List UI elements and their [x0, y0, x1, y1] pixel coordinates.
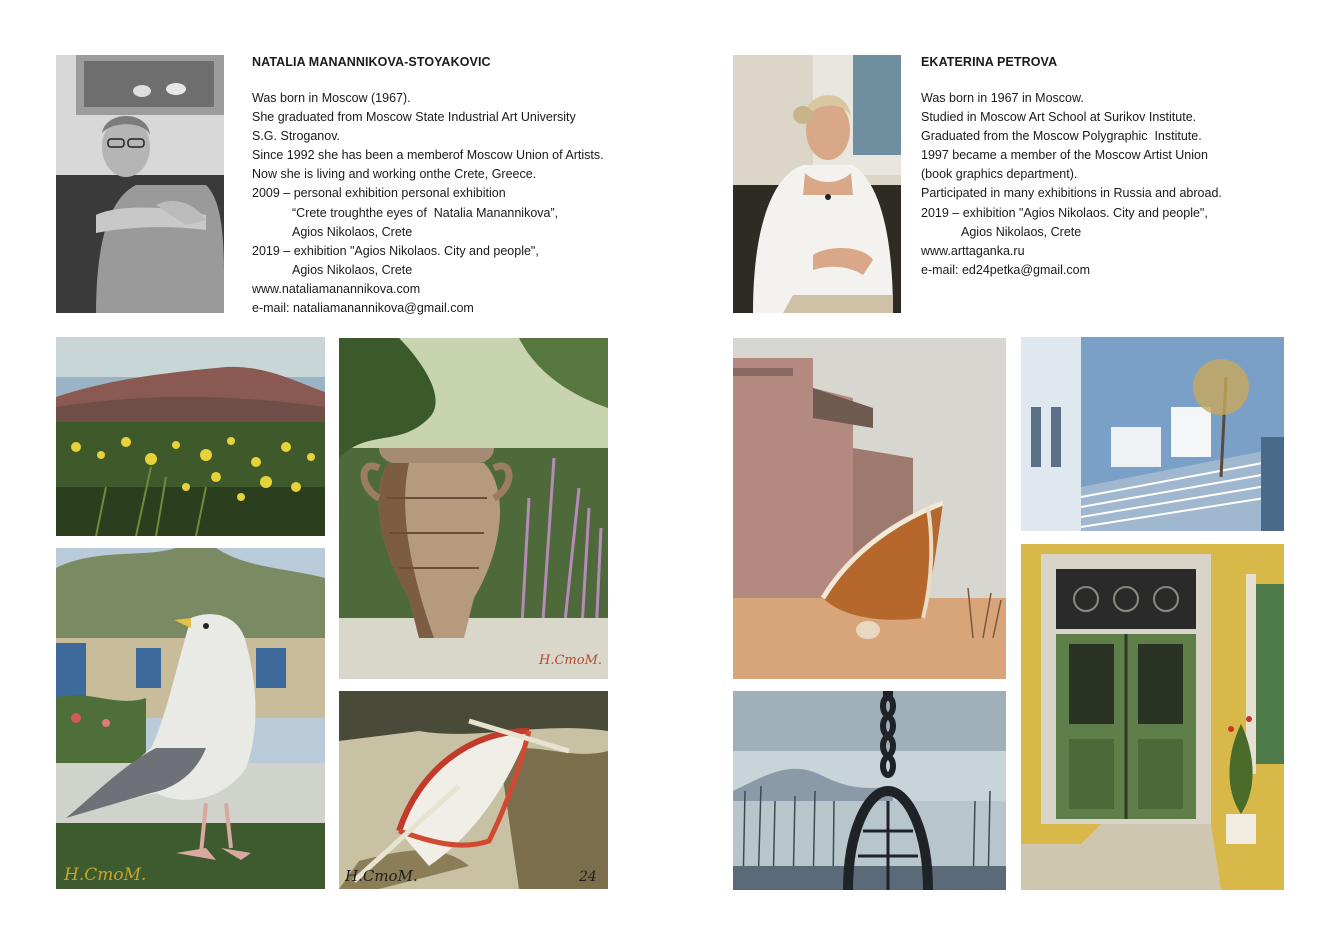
painting-white-steps	[1021, 337, 1284, 531]
bio-line: (book graphics department).	[921, 167, 1078, 182]
bio-line: Agios Nikolaos, Crete	[961, 224, 1082, 239]
bio-line: 1997 became a member of the Moscow Artist Union	[921, 148, 1208, 163]
painting-amphora	[339, 338, 608, 679]
painting-boat	[339, 691, 608, 889]
bio-line: She graduated from Moscow State Industrial Art University	[252, 110, 576, 125]
artist-photo-ekaterina	[733, 55, 901, 313]
bio-line: Since 1992 she has been a memberof Moscow Union of Artists.	[252, 148, 604, 163]
bio-line: Graduated from the Moscow Polygraphic Institute.	[921, 129, 1202, 144]
bio-website[interactable]: www.nataliamanannikova.com	[252, 281, 421, 296]
painting-harbour-chain	[733, 691, 1006, 890]
bio-line: Now she is living and working onthe Crete, Greece.	[252, 167, 537, 182]
painting-green-door	[1021, 544, 1284, 890]
bio-website[interactable]: www.arttaganka.ru	[921, 243, 1025, 258]
artist-photo-natalia	[56, 55, 224, 313]
bio-line: Was born in Moscow (1967).	[252, 91, 411, 105]
bio-line: “Crete troughthe eyes of Natalia Manannikova”,	[292, 205, 559, 220]
bio-line: 2009 – personal exhibition personal exhibition	[252, 186, 506, 201]
artist-name: EKATERINA PETROVA	[921, 55, 1058, 69]
signature: Н.СтоМ.	[64, 865, 147, 885]
painting-seagull	[56, 548, 325, 889]
bio-line: Agios Nikolaos, Crete	[292, 224, 413, 239]
svg-text:Н.СтоМ.: Н.СтоМ.	[539, 653, 603, 668]
artist-name: NATALIA MANANNIKOVA-STOYAKOVIC	[252, 55, 491, 69]
bio-email[interactable]: e-mail: nataliamanannikova@gmail.com	[252, 301, 474, 316]
bio-line: 2019 – exhibition "Agios Nikolaos. City and people",	[921, 205, 1208, 220]
bio-line: Studied in Moscow Art School at Surikov Institute.	[921, 110, 1197, 125]
bio-line: Was born in 1967 in Moscow.	[921, 91, 1084, 105]
painting-flower-field	[56, 337, 325, 536]
artist-bio	[252, 89, 604, 318]
painting-beached-boat	[733, 338, 1006, 679]
bio-email[interactable]: e-mail: ed24petka@gmail.com	[921, 262, 1091, 277]
bio-line: Participated in many exhibitions in Russia and abroad.	[921, 186, 1222, 201]
bio-line: S.G. Stroganov.	[252, 129, 341, 144]
bio-line: 2019 – exhibition "Agios Nikolaos. City and people",	[252, 243, 539, 258]
signature-year: 24	[579, 869, 597, 885]
bio-line: Agios Nikolaos, Crete	[292, 262, 413, 277]
signature: Н.СтоМ.	[345, 867, 418, 885]
artist-bio	[921, 89, 1222, 280]
